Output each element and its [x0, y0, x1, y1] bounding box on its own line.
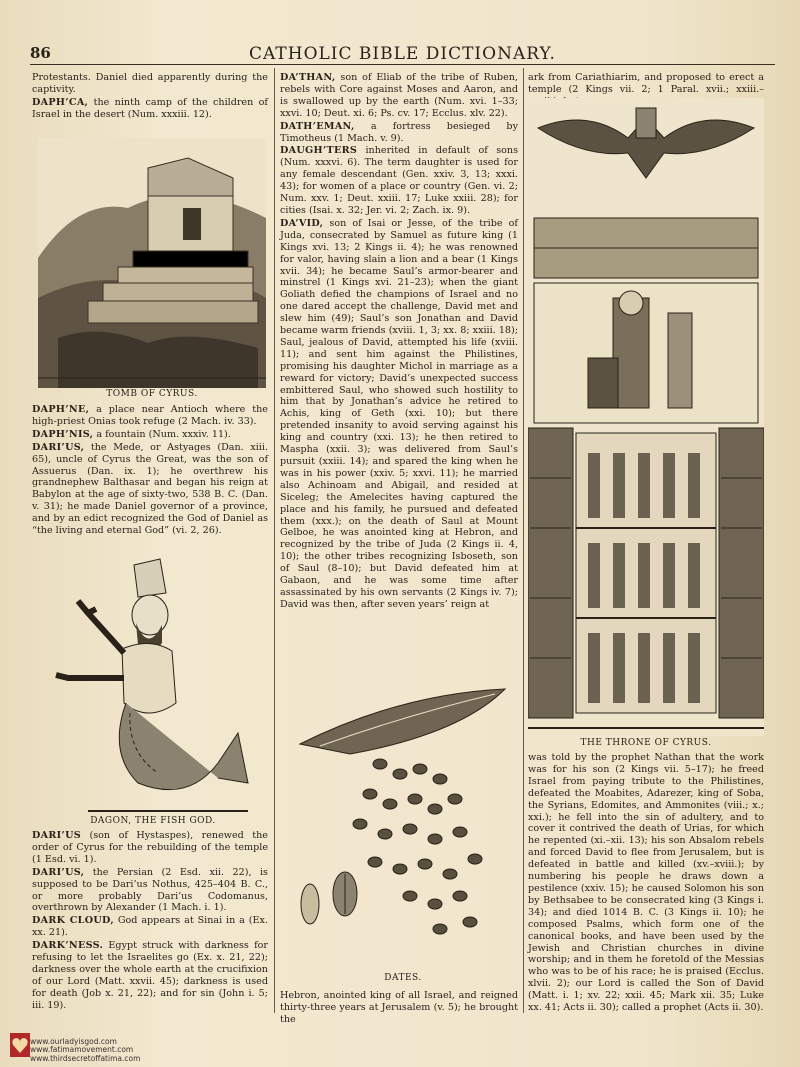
entry-text: Protestants. Daniel died apparently during the captivity. — [32, 72, 268, 95]
column-divider — [274, 68, 275, 1013]
throne-illustration — [528, 98, 764, 736]
footer-links — [30, 1038, 230, 1064]
entry — [280, 72, 518, 120]
entry — [280, 145, 518, 216]
entry-headword: DA’THAN, — [280, 72, 336, 83]
entry-headword: DA’VID, — [280, 217, 324, 229]
col3-bottom-text: was told by the prophet Nathan that the work was for his son (2 Kings vii. 5–17); he freed Israel from paying tribute to the Philistines, defeated the Moabites, Adarezer, king of Soba, the Syrians, Edomites, and Ammonites (viii.; x.; xxi.); he fell into the sin of adultery, and to cover it contrived the death of Urias, for which he repented (xi.–xii. 13); his son Absalom rebels and forced David to flee from Jerusalem, but is defeated in battle and killed (xv.–xviii.); by numbering his people he draws down a pestilence (xxiv. 15); he caused Solomon his son by Bethsabee to be consecrated king (3 Kings i. 34); and died 1014 B. C. (3 Kings ii. 10); he composed Psalms, which form one of the canonical books, and have been used by the Jewish and Christian churches in divine worship; and in them he foretold of the Messias who was to be of his race; he is praised (Ecclus. xlvii. 2); our Lord is called the Son of David (Matt. i. 1; xv. 22; xxii. 45; Mark xii. 35; Luke xx. 41; Acts ii. 30); called a prophet (Acts ii. 30). — [528, 752, 764, 1014]
footer-link[interactable]: www.ourladyisgod.com — [30, 1036, 117, 1046]
entry-headword: DAUGH’TERS — [280, 145, 358, 157]
entry-text: son of Isai or Jesse, of the tribe of Juda, consecrated by Samuel as future king (1 Kings xvi. 13; 2 Kings ii. 4); he was renowned for valor, having slain a lion and a bear (1 Kings xvii. 34); he became Saul’s armor-bearer and minstrel (1 Kings xvi. 21–23); when the giant Goliath defied the champions of Israel and no one dared accept the challenge, David met and slew him (49); Saul’s son Jonathan and David became warm friends (xviii. 1, 3; xx. 8; xxiii. 18); Saul, jealous of David, attempted his life (xviii. 11); and sent him against the Philistines, promising his daughter Michol in marriage as a reward for victory; David’s unexpected success embittered Saul, who showed such hostility to him that by Jonathan’s advice he retired to Achis, king of Geth (xxi. 10); but there pretended insanity to avoid serving against his king and country (xxi. 13); he then retired to Maspha (xxii. 3); was delivered from Saul’s pursuit (xxiii. 14); and spared the king when he was in his power (xxiv. 5; xxvi. 11); he married also Achinoam and Abigail, and resided at Siceleg; the Amelecites having captured the place and his family, he pursued and defeated them (xxx.); on the death of Saul at Mount Gelboe, he was anointed king at Hebron, and recognized by the tribe of Juda (2 Kings ii. 4, 10); the other tribes recognizing Isboseth, son of Saul (8–10); but David defeated him at Gabaon, and he was some time after assassinated by his own servants (2 Kings iv. 7); David was then, after seven years’ reign at — [280, 217, 518, 610]
col3-bottom — [528, 752, 764, 1015]
page-title: CATHOLIC BIBLE DICTIONARY. — [249, 44, 556, 64]
entry — [32, 442, 268, 537]
page-header — [30, 44, 775, 66]
entry-headword: DARI’US, — [32, 866, 85, 878]
entry — [32, 404, 268, 428]
entry-headword: DARI’US — [32, 830, 81, 841]
entry-text: the Persian (2 Esd. xii. 22), is supposed to be Dari’us Nothus, 425–404 B. C., or more probably Dari’us Codomanus, overthrown by Alexander (1 Mach. i. 1). — [32, 866, 268, 914]
throne-caption: THE THRONE OF CYRUS. — [580, 738, 712, 748]
entry — [32, 830, 268, 866]
col2-top — [280, 72, 518, 612]
dagon-image — [48, 553, 258, 815]
dates-caption: DATES. — [384, 973, 422, 983]
entry — [280, 121, 518, 145]
page-number: 86 — [30, 44, 51, 62]
tomb-illustration — [38, 138, 266, 388]
entry-text: God appears at Sinai in a (Ex. xx. 21). — [32, 915, 268, 939]
entry — [32, 867, 268, 915]
entry — [32, 940, 268, 1011]
dates-image — [290, 684, 516, 966]
heart-logo-icon — [10, 1033, 30, 1057]
col3-top-text: ark from Cariathiarim, and proposed to erect a temple (2 Kings vii. 2; 1 Paral. xvii.; xxiii.– — [528, 72, 764, 95]
entry-text: son of Eliab of the tribe of Ruben, rebels with Core against Moses and Aaron, and is swallowed up by the earth (Num. xvi. 1–33; xxvi. 10; Deut. xi. 6; Ps. cv. 17; Ecclus. xlv. 22). — [280, 72, 518, 119]
column-divider — [523, 68, 524, 1013]
entry — [32, 72, 268, 96]
entry-text: inherited in default of sons (Num. xxxvi. 6). The term daughter is used for any female descendant (Gen. xxiv. 3, 13; xxxi. 43); for women of a place or country (Gen. vi. 2; Num. xxv. 1; Deut. xxiii. 17; Luke xxiii. 28); for cities (Isai. x. 32; Jer. vi. 2; Zach. ix. 9). — [280, 145, 518, 216]
entry-headword: DARK CLOUD, — [32, 915, 114, 927]
entry-headword: DAPH’NIS, — [32, 428, 94, 440]
entry-headword: DAPH’CA, — [32, 96, 89, 108]
entry-headword: DARI’US, — [32, 441, 85, 453]
col1-bottom — [32, 830, 268, 1013]
footer-link[interactable]: www.thirdsecretoffatima.com — [30, 1053, 141, 1063]
header-rule — [30, 64, 775, 65]
col1-mid — [32, 404, 268, 538]
entry-text: a place near Antioch where the high-priest Onias took refuge (2 Mach. iv. 33). — [32, 404, 268, 427]
entry-text: (son of Hystaspes), renewed the order of Cyrus for the rebuilding of the temple (1 Esd. vi. 1). — [32, 830, 268, 865]
col2-bottom — [280, 990, 518, 1027]
entry-headword: DAPH’NE, — [32, 404, 90, 415]
entry-text: a fortress besieged by Timotheus (1 Mach. v. 9). — [280, 120, 518, 144]
entry — [32, 97, 268, 121]
col2-bottom-text: Hebron, anointed king of all Israel, and reigned thirty-three years at Jerusalem (v. 5); he brought the — [280, 990, 518, 1025]
dagon-illustration — [48, 553, 258, 815]
dates-illustration — [290, 684, 516, 966]
entry — [32, 915, 268, 939]
footer-link[interactable]: www.fatimamovement.com — [30, 1045, 134, 1054]
entry — [280, 218, 518, 611]
entry-text: the Mede, or Astyages (Dan. xiii. 65), uncle of Cyrus the Great, was the son of Assuerus (Dan. ix. 1); he overthrew his grandnephew Balthasar and began his reign at Babylon at the age of sixty-two, 538 B. C. (Dan. v. 31); he made Daniel governor of a province, and by an edict recognized the God of Daniel as “the living and eternal God” (vi. 2, 26). — [32, 441, 268, 537]
entry-text: a fountain (Num. xxxiv. 11). — [96, 428, 231, 440]
col1-top — [32, 72, 268, 122]
tomb-caption: TOMB OF CYRUS. — [106, 389, 198, 399]
tomb-image — [38, 138, 266, 388]
entry-text: the ninth camp of the children of Israel in the desert (Num. xxxiii. 12). — [32, 96, 268, 120]
entry — [32, 429, 268, 441]
entry-text: Egypt struck with darkness for refusing to let the Israelites go (Ex. x. 21, 22); darkness over the whole earth at the crucifixion of our Lord (Matt. xxvii. 45); darkness is used for death (Job x. 21, 22); and for sin (John i. 5; iii. 19). — [32, 940, 268, 1011]
dagon-caption: DAGON, THE FISH GOD. — [90, 816, 216, 826]
throne-image — [528, 98, 764, 736]
entry-headword: DARK’NESS. — [32, 940, 104, 952]
entry-headword: DATH’EMAN, — [280, 120, 355, 132]
